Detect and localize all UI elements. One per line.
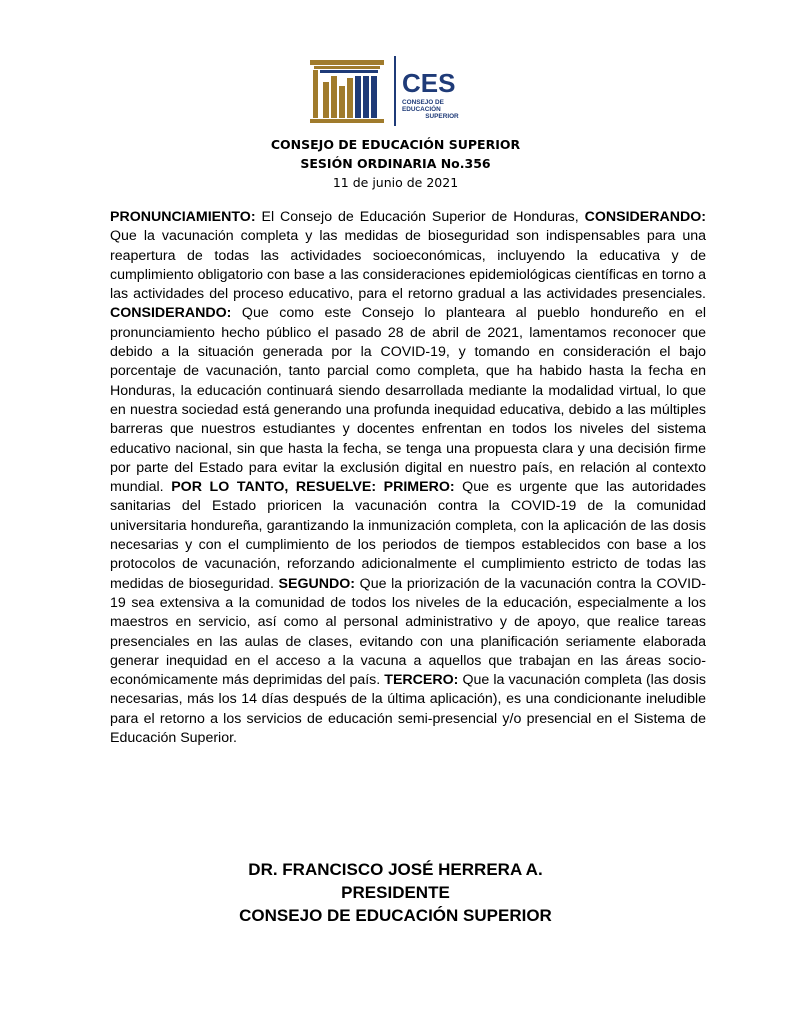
ces-logo	[310, 56, 490, 128]
body-bold-heading: SEGUNDO:	[278, 575, 356, 592]
session-title: SESIÓN ORDINARIA No.356	[300, 156, 491, 171]
body-text-segment: Que la vacunación completa y las medidas de bioseguridad son indispensables para una reapertura de todas las actividades socioeconómicas, incluyendo la educativa y de cumplimiento obligatorio con base a las consideraciones epidemiológicas científicas en torno a las actividades del proceso educativo, para el retorno gradual a las actividades presenciales.	[110, 228, 706, 303]
signature-block	[0, 858, 791, 927]
logo-subtitle-line2: SUPERIOR	[425, 113, 459, 120]
institution-title: CONSEJO DE EDUCACIÓN SUPERIOR	[270, 137, 521, 152]
body-bold-heading: CONSIDERANDO:	[110, 305, 232, 322]
body-text-segment: Que la vacunación completa (las dosis necesarias, más los 14 días después de la última aplicación), es una condicionante ineludible para el retorno a los servicios de educación semi-presencial y/o presencial en el Sistema de Educación Superior.	[110, 672, 706, 747]
pronouncement-body	[110, 208, 706, 748]
body-bold-heading: CONSIDERANDO:	[584, 209, 706, 225]
signatory-title: PRESIDENTE	[341, 883, 450, 902]
body-bold-heading: POR LO TANTO, RESUELVE: PRIMERO:	[171, 479, 455, 496]
body-text-segment: El Consejo de Educación Superior de Honduras,	[255, 209, 585, 225]
body-text-segment: Que como este Consejo lo planteara al pueblo hondureño en el pronunciamiento hecho público el pasado 28 de abril de 2021, lamentamos reconocer que debido a la situación generada por la COVID-19, y tomando en consideración el bajo porcentaje de vacunación, tanto parcial como completa, que ha habido hasta la fecha en Honduras, la educación continuará siendo desarrollada mediante la modalidad virtual, lo que en nuestra sociedad está generando una profunda inequidad educativa, debido a las múltiples barreras que nuestros estudiantes y docentes enfrentan en todos los niveles del sistema educativo nacional, sin que hasta la fecha, se tenga una propuesta clara y una decisión firme por parte del Estado para evitar la exclusión digital en nuestro país, en relación al contexto mundial.	[110, 305, 706, 496]
logo-subtitle-line1: CONSEJO DE EDUCACIÓN	[402, 99, 444, 113]
session-date: 11 de junio de 2021	[332, 175, 459, 190]
signatory-organization: CONSEJO DE EDUCACIÓN SUPERIOR	[239, 906, 552, 925]
body-bold-heading: PRONUNCIAMIENTO:	[110, 209, 256, 225]
signatory-name: DR. FRANCISCO JOSÉ HERRERA A.	[248, 860, 543, 879]
body-bold-heading: TERCERO:	[384, 672, 459, 689]
document-heading	[0, 135, 791, 192]
body-text-segment: Que es urgente que las autoridades sanitarias del Estado prioricen la vacunación contra la COVID-19 de la comunidad universitaria hondureña, garantizando la inmunización completa, con la aplicación de las dosis necesarias y con el cumplimiento de los periodos de tiempos establecidos con base a los protocolos de vacunación, reforzando adicionalmente el cumplimiento estricto de todas las medidas de bioseguridad.	[110, 479, 706, 592]
body-text-segment: Que la priorización de la vacunación contra la COVID-19 sea extensiva a la comunidad de todos los niveles de la educación, especialmente a los maestros en servicio, así como al personal administrativo y de apoyo, que realice tareas presenciales en las aulas de clases, evitando con una planificación seriamente elaborada generar inequidad en el acceso a la vacuna a aquellos que trabajan en las áreas socio-económicamente más deprimidas del país.	[110, 575, 706, 689]
logo-acronym: CES	[402, 68, 456, 98]
building-columns-icon	[310, 56, 400, 128]
